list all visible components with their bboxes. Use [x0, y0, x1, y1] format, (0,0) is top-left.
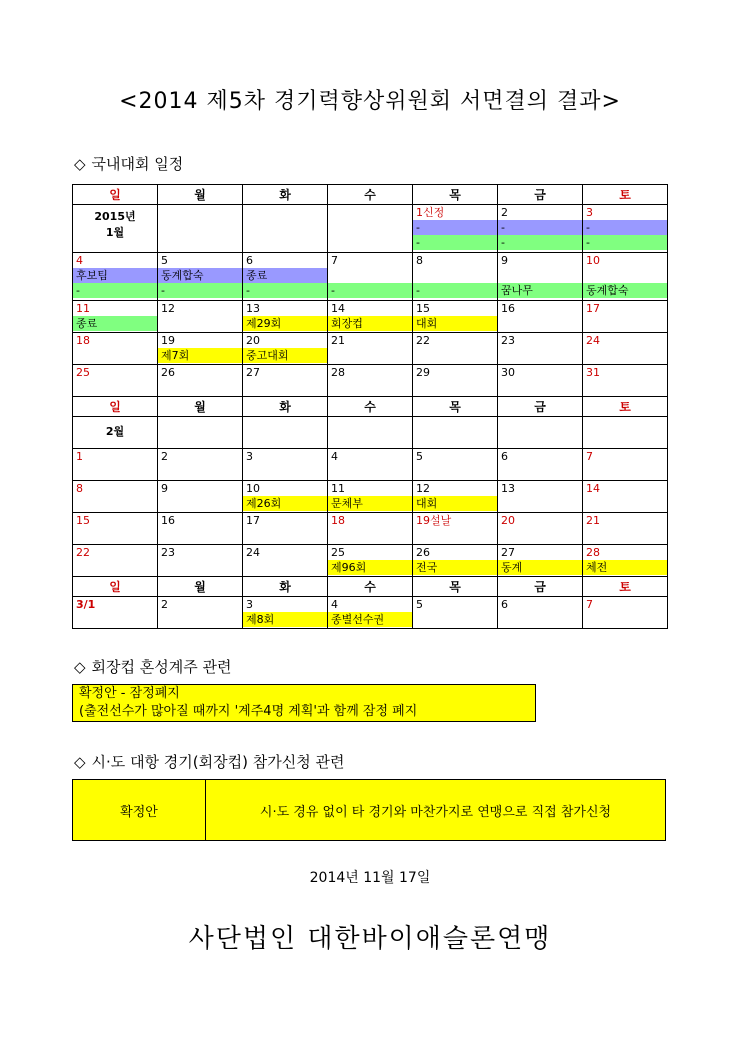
event-label: -	[328, 283, 412, 298]
day-number: 25	[76, 366, 90, 379]
event-label: 대회	[413, 496, 497, 511]
calendar-day-cell	[243, 513, 328, 545]
calendar-day-cell	[583, 301, 668, 333]
weekday-header: 수	[328, 577, 413, 597]
event-label	[498, 268, 582, 283]
calendar-day-cell	[498, 333, 583, 365]
calendar-day-cell	[73, 597, 158, 629]
event-label: -	[583, 235, 667, 250]
event-label: 제26회	[243, 496, 327, 511]
event-label: 제96회	[328, 560, 412, 575]
day-number: 2	[161, 598, 168, 611]
event-label	[413, 268, 497, 283]
calendar-day-cell	[498, 449, 583, 481]
calendar-day-cell	[413, 333, 498, 365]
calendar-day-cell	[498, 597, 583, 629]
day-number: 12	[161, 302, 175, 315]
day-number: 6	[501, 450, 508, 463]
diamond-icon: ◇	[74, 753, 86, 771]
calendar-day-cell	[328, 545, 413, 577]
calendar-day-cell	[498, 365, 583, 397]
page-title: <2014 제5차 경기력향상위원회 서면결의 결과>	[119, 89, 621, 114]
day-number: 1	[76, 450, 83, 463]
calendar-day-cell	[158, 253, 243, 301]
calendar-day-cell	[498, 253, 583, 301]
event-label: 대회	[413, 316, 497, 331]
day-number: 28	[586, 546, 600, 559]
weekday-header: 금	[498, 185, 583, 205]
calendar-day-cell	[328, 205, 413, 253]
calendar-day-cell	[243, 365, 328, 397]
entry-text: 시·도 경유 없이 타 경기와 마찬가지로 연맹으로 직접 참가신청	[206, 780, 666, 841]
calendar-week-row	[73, 481, 668, 513]
calendar-day-cell	[243, 301, 328, 333]
day-number: 24	[586, 334, 600, 347]
diamond-icon: ◇	[74, 658, 86, 676]
day-number: 19설날	[416, 514, 452, 527]
day-number: 11	[331, 482, 345, 495]
calendar-week-row	[73, 545, 668, 577]
weekday-header: 일	[73, 577, 158, 597]
weekday-header: 금	[498, 577, 583, 597]
calendar-day-cell	[158, 205, 243, 253]
day-number: 3/1	[76, 598, 96, 611]
day-number: 24	[246, 546, 260, 559]
day-number: 14	[586, 482, 600, 495]
event-label	[328, 268, 412, 283]
day-number: 29	[416, 366, 430, 379]
event-label: -	[498, 235, 582, 250]
weekday-header: 목	[413, 397, 498, 417]
section-entry-heading: ◇ 시·도 대항 경기(회장컵) 참가신청 관련	[74, 753, 345, 771]
calendar-day-cell	[158, 513, 243, 545]
calendar-day-cell	[413, 417, 498, 449]
calendar-week-row	[73, 253, 668, 301]
calendar-day-cell	[328, 253, 413, 301]
calendar-week-row	[73, 449, 668, 481]
diamond-icon: ◇	[74, 155, 86, 173]
calendar-table	[72, 184, 668, 629]
event-label: 제29회	[243, 316, 327, 331]
day-number: 25	[331, 546, 345, 559]
event-label: -	[243, 283, 327, 298]
day-number: 3	[586, 206, 593, 219]
month-label: 2월	[105, 425, 125, 438]
event-label: 동계합숙	[583, 283, 667, 298]
day-number: 18	[331, 514, 345, 527]
day-number: 4	[331, 598, 338, 611]
weekday-header-row	[73, 577, 668, 597]
event-label: 문체부	[328, 496, 412, 511]
day-number: 4	[331, 450, 338, 463]
calendar-day-cell	[243, 333, 328, 365]
weekday-header: 목	[413, 185, 498, 205]
day-number: 21	[331, 334, 345, 347]
calendar-week-row	[73, 513, 668, 545]
calendar-day-cell	[413, 545, 498, 577]
calendar-day-cell	[73, 449, 158, 481]
calendar-day-cell	[73, 253, 158, 301]
day-number: 7	[586, 450, 593, 463]
weekday-header: 일	[73, 397, 158, 417]
weekday-header: 토	[583, 397, 668, 417]
day-number: 6	[501, 598, 508, 611]
calendar-day-cell	[413, 513, 498, 545]
entry-label: 확정안	[73, 780, 206, 841]
day-number: 10	[246, 482, 260, 495]
weekday-header-row	[73, 397, 668, 417]
weekday-header: 화	[243, 397, 328, 417]
calendar-day-cell	[158, 597, 243, 629]
event-label: 종료	[73, 316, 157, 331]
event-label: 동계합숙	[158, 268, 242, 283]
day-number: 26	[416, 546, 430, 559]
day-number: 2	[161, 450, 168, 463]
calendar-day-cell	[583, 253, 668, 301]
event-label: 종별선수권	[328, 612, 412, 627]
calendar-day-cell	[583, 513, 668, 545]
day-number: 20	[246, 334, 260, 347]
day-number: 18	[76, 334, 90, 347]
day-number: 26	[161, 366, 175, 379]
day-number: 13	[246, 302, 260, 315]
event-label: 중고대회	[243, 348, 327, 363]
calendar-day-cell	[73, 301, 158, 333]
section-relay-heading: ◇ 회장컵 혼성계주 관련	[74, 658, 232, 676]
calendar-day-cell	[583, 333, 668, 365]
calendar-day-cell	[413, 597, 498, 629]
event-label: 체전	[583, 560, 667, 575]
day-number: 8	[416, 254, 423, 267]
calendar-day-cell	[73, 333, 158, 365]
calendar-day-cell	[328, 597, 413, 629]
month-label: 2015년 1월	[94, 210, 136, 239]
calendar-week-row	[73, 597, 668, 629]
calendar-day-cell	[413, 253, 498, 301]
weekday-header: 월	[158, 397, 243, 417]
calendar-day-cell	[328, 301, 413, 333]
calendar-day-cell	[158, 481, 243, 513]
relay-line-1: 확정안 - 잠정폐지	[79, 686, 180, 701]
day-number: 17	[246, 514, 260, 527]
day-number: 8	[76, 482, 83, 495]
calendar-day-cell	[328, 481, 413, 513]
event-label: 동계	[498, 560, 582, 575]
event-label: -	[413, 283, 497, 298]
day-number: 12	[416, 482, 430, 495]
event-label: 제7회	[158, 348, 242, 363]
calendar-week-row	[73, 333, 668, 365]
weekday-header: 금	[498, 397, 583, 417]
weekday-header: 화	[243, 185, 328, 205]
day-number: 19	[161, 334, 175, 347]
calendar-day-cell	[73, 365, 158, 397]
weekday-header: 토	[583, 577, 668, 597]
day-number: 10	[586, 254, 600, 267]
weekday-header: 수	[328, 185, 413, 205]
calendar-day-cell	[498, 205, 583, 253]
day-number: 14	[331, 302, 345, 315]
calendar-day-cell	[243, 597, 328, 629]
day-number: 3	[246, 598, 253, 611]
day-number: 11	[76, 302, 90, 315]
calendar-day-cell	[158, 365, 243, 397]
calendar-day-cell	[583, 597, 668, 629]
calendar-day-cell	[413, 205, 498, 253]
event-label: -	[413, 220, 497, 235]
calendar-day-cell	[328, 449, 413, 481]
day-number: 7	[586, 598, 593, 611]
calendar-day-cell	[158, 301, 243, 333]
calendar-week-row	[73, 417, 668, 449]
event-label: -	[498, 220, 582, 235]
weekday-header: 화	[243, 577, 328, 597]
calendar-day-cell	[243, 253, 328, 301]
day-number: 23	[501, 334, 515, 347]
event-label: 전국	[413, 560, 497, 575]
day-number: 6	[246, 254, 253, 267]
day-number: 5	[416, 598, 423, 611]
calendar-day-cell	[583, 205, 668, 253]
calendar-week-row	[73, 205, 668, 253]
event-label: 회장컵	[328, 316, 412, 331]
day-number: 16	[161, 514, 175, 527]
weekday-header: 목	[413, 577, 498, 597]
day-number: 16	[501, 302, 515, 315]
calendar-day-cell	[243, 205, 328, 253]
day-number: 30	[501, 366, 515, 379]
day-number: 9	[501, 254, 508, 267]
calendar-day-cell	[498, 545, 583, 577]
calendar-day-cell	[583, 417, 668, 449]
calendar-day-cell	[328, 333, 413, 365]
calendar-day-cell	[413, 449, 498, 481]
calendar-day-cell	[583, 365, 668, 397]
day-number: 13	[501, 482, 515, 495]
day-number: 27	[501, 546, 515, 559]
day-number: 4	[76, 254, 83, 267]
calendar-day-cell	[498, 513, 583, 545]
day-number: 31	[586, 366, 600, 379]
relay-decision-box	[72, 684, 536, 722]
calendar-day-cell	[328, 365, 413, 397]
calendar-day-cell	[413, 301, 498, 333]
calendar-day-cell	[583, 449, 668, 481]
calendar-day-cell	[158, 449, 243, 481]
calendar-day-cell	[498, 301, 583, 333]
calendar-day-cell	[73, 417, 158, 449]
calendar-day-cell	[243, 449, 328, 481]
weekday-header: 일	[73, 185, 158, 205]
calendar-day-cell	[158, 417, 243, 449]
day-number: 15	[416, 302, 430, 315]
calendar-week-row	[73, 365, 668, 397]
day-number: 23	[161, 546, 175, 559]
day-number: 21	[586, 514, 600, 527]
day-number: 5	[161, 254, 168, 267]
day-number: 20	[501, 514, 515, 527]
weekday-header: 월	[158, 577, 243, 597]
event-label	[583, 268, 667, 283]
calendar-day-cell	[243, 481, 328, 513]
entry-decision-table	[72, 779, 666, 841]
section-schedule-heading: ◇ 국내대회 일정	[74, 155, 184, 173]
event-label: -	[583, 220, 667, 235]
day-number: 5	[416, 450, 423, 463]
calendar-day-cell	[243, 545, 328, 577]
calendar-day-cell	[583, 545, 668, 577]
document-date: 2014년 11월 17일	[309, 870, 431, 886]
weekday-header: 월	[158, 185, 243, 205]
calendar-week-row	[73, 301, 668, 333]
event-label: 꿈나무	[498, 283, 582, 298]
day-number: 15	[76, 514, 90, 527]
calendar-day-cell	[328, 513, 413, 545]
relay-line-2: (출전선수가 많아질 때까지 '계주4명 계획'과 함께 잠정 폐지	[79, 704, 418, 719]
calendar-day-cell	[73, 205, 158, 253]
day-number: 7	[331, 254, 338, 267]
calendar-day-cell	[498, 481, 583, 513]
weekday-header-row	[73, 185, 668, 205]
event-label: 후보팀	[73, 268, 157, 283]
day-number: 22	[76, 546, 90, 559]
calendar-day-cell	[413, 481, 498, 513]
calendar-day-cell	[243, 417, 328, 449]
day-number: 27	[246, 366, 260, 379]
weekday-header: 토	[583, 185, 668, 205]
day-number: 28	[331, 366, 345, 379]
day-number: 9	[161, 482, 168, 495]
calendar-day-cell	[583, 481, 668, 513]
calendar-day-cell	[498, 417, 583, 449]
day-number: 17	[586, 302, 600, 315]
event-label: -	[413, 235, 497, 250]
calendar-day-cell	[413, 365, 498, 397]
event-label: 제8회	[243, 612, 327, 627]
day-number: 22	[416, 334, 430, 347]
calendar-day-cell	[73, 545, 158, 577]
calendar-day-cell	[73, 513, 158, 545]
day-number: 3	[246, 450, 253, 463]
weekday-header: 수	[328, 397, 413, 417]
calendar-day-cell	[73, 481, 158, 513]
calendar-day-cell	[328, 417, 413, 449]
day-number: 1신정	[416, 206, 445, 219]
day-number: 2	[501, 206, 508, 219]
event-label: -	[73, 283, 157, 298]
calendar-day-cell	[158, 333, 243, 365]
event-label: 종료	[243, 268, 327, 283]
event-label: -	[158, 283, 242, 298]
organization-name: 사단법인 대한바이애슬론연맹	[188, 924, 552, 954]
calendar-day-cell	[158, 545, 243, 577]
